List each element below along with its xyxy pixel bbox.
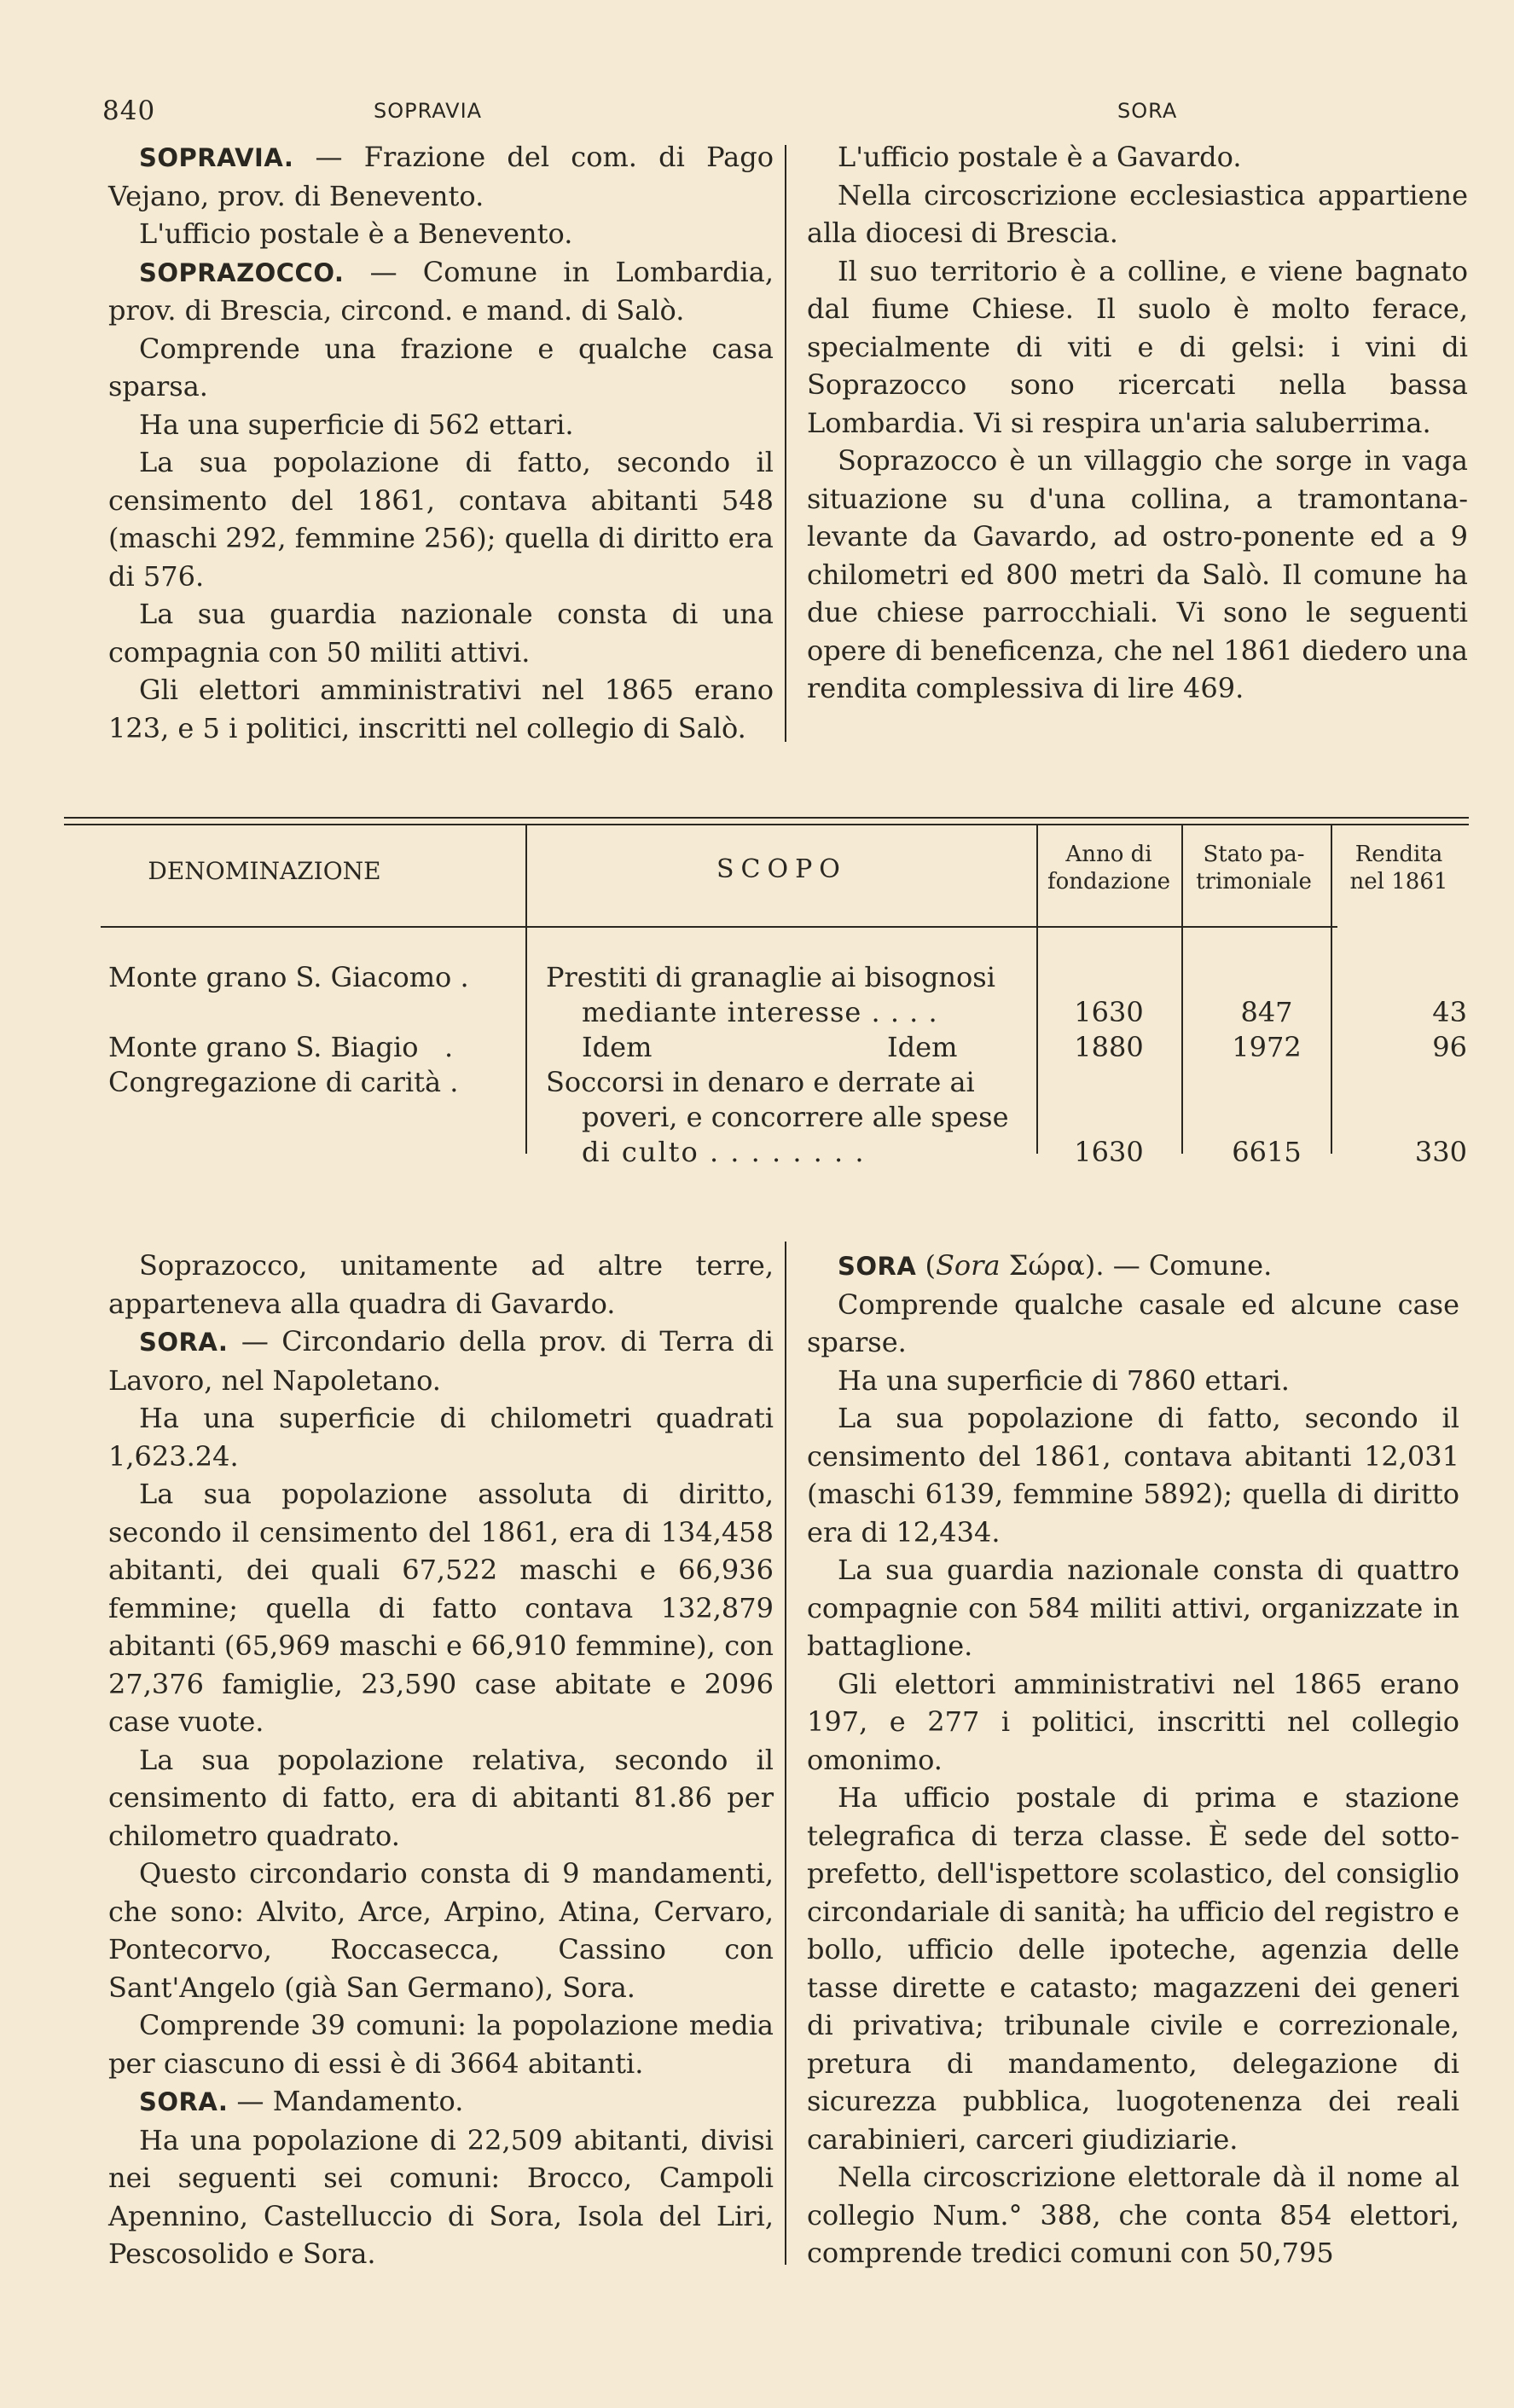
upper-left-column (108, 138, 774, 747)
row-rendita: 43 (1432, 996, 1467, 1028)
entry-text: — Comune in Lombardia, prov. di Brescia, circond. e mand. di Salò. (108, 255, 774, 327)
paragraph: Comprende una frazione e qualche casa sparsa. (108, 332, 774, 402)
row-name: Monte grano S. Giacomo . (108, 961, 469, 993)
paragraph: Comprende 39 comuni: la popolazione media per ciascuno di essi è di 3664 abitanti. (108, 2009, 774, 2080)
entry-keyword: SORA. (139, 1328, 229, 1357)
paragraph: Comprende qualche casale ed alcune case sparse. (807, 1288, 1459, 1358)
table-divider (1181, 825, 1183, 1154)
paragraph: Questo circondario consta di 9 mandamenti, che sono: Alvito, Arce, Arpino, Atina, Cervaro, Pontecorvo, Roccasecca, Cassino con Sant'Angelo (già San Germano), Sora. (108, 1857, 774, 2004)
entry-sora-mandamento (108, 2082, 774, 2121)
row-scopo: Idem (582, 1031, 653, 1063)
col-header-anno (1036, 841, 1181, 895)
paragraph: Soprazocco è un villaggio che sorge in vaga situazione su d'una collina, a tramontana-levante da Gavardo, ad ostro-ponente ed a 9 chilometri ed 800 metri da Salò. Il comune ha due chiese parrocchiali. Vi sono le seguenti opere di beneficenza, che nel 1861 diedero una rendita complessiva di lire 469. (807, 444, 1468, 704)
row-anno: 1630 (1074, 996, 1144, 1028)
entry-text: — Circondario della prov. di Terra di Lavoro, nel Napoletano. (108, 1325, 774, 1397)
paragraph: L'ufficio postale è a Gavardo. (838, 141, 1242, 173)
table-divider (525, 825, 527, 1154)
row-scopo: Prestiti di granaglie ai bisognosi (546, 961, 995, 993)
row-scopo: poveri, e concorrere alle spese (582, 1101, 1009, 1133)
lower-right-column (807, 1247, 1459, 2272)
table-top-rule-inner (64, 824, 1469, 825)
greek-name: Σώρα (1000, 1249, 1085, 1282)
row-name: Congregazione di carità . (108, 1066, 459, 1098)
table-divider (1331, 825, 1332, 1154)
header-line: nel 1861 (1349, 869, 1448, 894)
latin-name: Sora (935, 1249, 1001, 1282)
row-scopo: Idem (887, 1031, 958, 1063)
column-divider-top (785, 145, 786, 742)
table-divider (1036, 825, 1038, 1154)
row-stato: 1972 (1232, 1031, 1302, 1063)
paragraph: La sua popolazione assoluta di diritto, secondo il censimento del 1861, era di 134,458 abitanti, dei quali 67,522 maschi e 66,936 femmine; quella di fatto contava 132,879 abitanti (65,969 maschi e 66,910 femmine), con 27,376 famiglie, 23,590 case abitate e 2096 case vuote. (108, 1478, 774, 1738)
column-divider-bottom (785, 1242, 786, 2265)
entry-sopravia (108, 138, 774, 215)
entry-keyword: SOPRAZOCCO. (139, 258, 345, 287)
row-anno: 1630 (1074, 1136, 1144, 1168)
entry-text: — Mandamento. (228, 2085, 464, 2117)
right-running-head: SORA (1117, 99, 1178, 123)
entry-text: ( (916, 1249, 936, 1282)
paragraph: Ha una superficie di 7860 ettari. (838, 1363, 1290, 1397)
entry-sora-comune (807, 1247, 1459, 1286)
row-scopo: Soccorsi in denaro e derrate ai (546, 1066, 975, 1098)
entry-keyword: SORA. (139, 2087, 229, 2116)
left-running-head: SOPRAVIA (374, 99, 483, 123)
page-number: 840 (102, 96, 156, 126)
col-header-scopo: SCOPO (716, 854, 847, 884)
row-name: Monte grano S. Biagio . (108, 1031, 454, 1063)
entry-text: ). — Comune. (1084, 1249, 1273, 1282)
entry-keyword: SOPRAVIA. (139, 143, 294, 172)
paragraph: La sua guardia nazionale consta di una compagnia con 50 militi attivi. (108, 598, 774, 669)
entry-soprazocco (108, 253, 774, 330)
col-header-denominazione: DENOMINAZIONE (148, 857, 381, 885)
paragraph: Nella circoscrizione ecclesiastica appartiene alla diocesi di Brescia. (807, 178, 1468, 249)
paragraph: Ha una superficie di 562 ettari. (139, 408, 574, 441)
row-rendita: 96 (1432, 1031, 1467, 1063)
paragraph: Ha una superficie di chilometri quadrati 1,623.24. (108, 1402, 774, 1473)
row-rendita: 330 (1414, 1136, 1467, 1168)
paragraph: Il suo territorio è a colline, e viene bagnato dal fiume Chiese. Il suolo è molto ferace, specialmente di viti e di gelsi: i vini di Soprazocco sono ricercati nella bassa Lombardia. Vi si respira un'aria saluberrima. (807, 254, 1468, 439)
paragraph: Gli elettori amministrativi nel 1865 erano 197, e 277 i politici, inscritti nel collegio omonimo. (807, 1667, 1459, 1776)
row-scopo: mediante interesse . . . . (582, 996, 938, 1028)
col-header-stato (1181, 841, 1326, 895)
entry-text: — Frazione del com. di Pago Vejano, prov. di Benevento. (108, 141, 774, 212)
header-line: Rendita (1354, 842, 1443, 867)
paragraph: La sua guardia nazionale consta di quattro compagnie con 584 militi attivi, organizzate in battaglione. (807, 1554, 1459, 1662)
header-line: Anno di (1065, 842, 1152, 867)
row-scopo: di culto . . . . . . . . (582, 1136, 866, 1168)
row-stato: 6615 (1232, 1136, 1302, 1168)
paragraph: La sua popolazione di fatto, secondo il censimento del 1861, contava abitanti 12,031 (maschi 6139, femmine 5892); quella di diritto era di 12,434. (807, 1402, 1459, 1548)
col-header-rendita (1331, 841, 1467, 895)
paragraph: La sua popolazione relativa, secondo il censimento di fatto, era di abitanti 81.86 per chilometro quadrato. (108, 1743, 774, 1852)
entry-sora-circondario (108, 1323, 774, 1399)
paragraph: La sua popolazione di fatto, secondo il censimento del 1861, contava abitanti 548 (maschi 292, femmine 256); quella di diritto era di 576. (108, 446, 774, 593)
header-line: trimoniale (1196, 869, 1312, 894)
paragraph: Ha ufficio postale di prima e stazione telegrafica di terza classe. È sede del sotto-prefetto, dell'ispettore scolastico, del consiglio circondariale di sanità; ha ufficio del registro e bollo, ufficio delle ipoteche, agenzia delle tasse dirette e catasto; magazzeni dei generi di privativa; tribunale civile e correzionale, pretura di mandamento, delegazione di sicurezza pubblica, luogotenenza dei reali carabinieri, carceri giudiziarie. (807, 1781, 1459, 2156)
paragraph: Nella circoscrizione elettorale dà il nome al collegio Num.° 388, che conta 854 elettori, comprende tredici comuni con 50,795 (807, 2161, 1459, 2269)
lower-left-column (108, 1247, 774, 2273)
header-line: fondazione (1047, 869, 1170, 894)
row-stato: 847 (1240, 996, 1293, 1028)
paragraph: Gli elettori amministrativi nel 1865 erano 123, e 5 i politici, inscritti nel collegio di Salò. (108, 674, 774, 744)
header-rule (101, 926, 1337, 928)
paragraph: Soprazocco, unitamente ad altre terre, apparteneva alla quadra di Gavardo. (108, 1249, 774, 1320)
table-top-rule (64, 817, 1469, 819)
paragraph: L'ufficio postale è a Benevento. (139, 217, 573, 250)
paragraph: Ha una popolazione di 22,509 abitanti, divisi nei seguenti sei comuni: Brocco, Campoli Apennino, Castelluccio di Sora, Isola del Liri, Pescosolido e Sora. (108, 2123, 774, 2270)
entry-keyword: SORA (838, 1252, 917, 1281)
header-line: Stato pa- (1203, 842, 1305, 867)
row-anno: 1880 (1074, 1031, 1144, 1063)
upper-right-column (807, 138, 1468, 708)
